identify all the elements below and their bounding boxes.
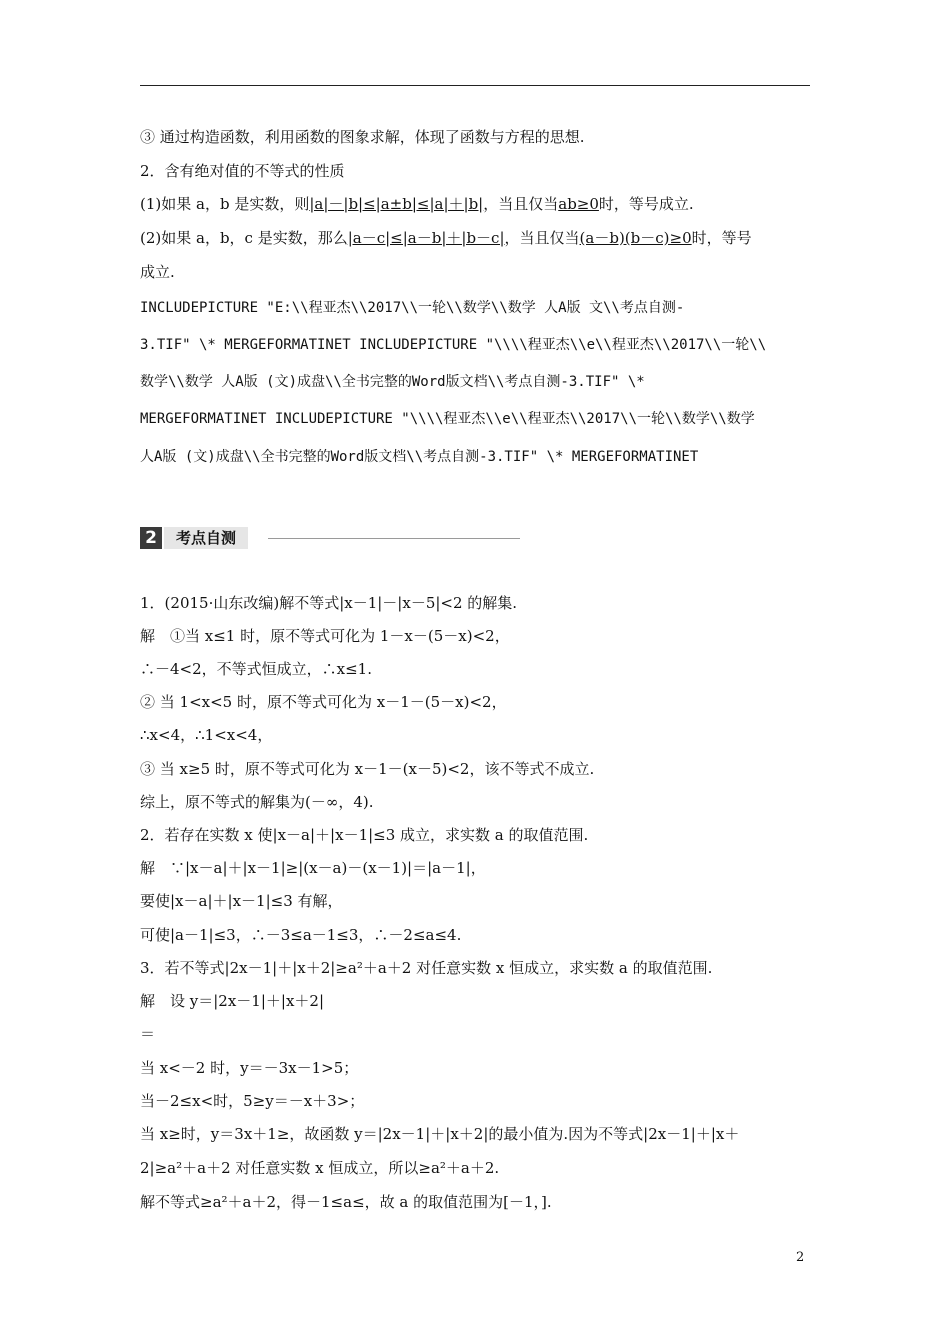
problem-line: 解不等式≥a²＋a＋2，得－1≤a≤，故 a 的取值范围为[－1，]. (140, 1193, 552, 1211)
property-1-pre: (1)如果 a，b 是实数，则 (140, 195, 310, 213)
problem-line: 3．若不等式|2x－1|＋|x＋2|≥a²＋a＋2 对任意实数 x 恒成立，求实数 a 的取值范围. (140, 959, 713, 977)
problem-line: ∴－4<2，不等式恒成立，∴x≤1. (140, 660, 372, 678)
property-heading: 2．含有绝对值的不等式的性质 (140, 162, 345, 180)
property-2-formula: |a－c|≤|a－b|＋|b－c| (347, 229, 505, 247)
page-number: 2 (796, 1250, 805, 1265)
property-1-mid: ，当且仅当 (483, 195, 559, 213)
property-1 (140, 194, 694, 214)
problem-line: ＝ (140, 1025, 156, 1043)
problem-line: 1．(2015·山东改编)解不等式|x－1|－|x－5|<2 的解集. (140, 594, 518, 612)
section-header (140, 527, 520, 549)
field-code-line: 数学\\数学 人A版 (文)成盘\\全书完整的Word版文档\\考点自测-3.TIF" \* (140, 374, 645, 390)
property-2-pre: (2)如果 a，b，c 是实数，那么 (140, 229, 348, 247)
problem-line: 要使|x－a|＋|x－1|≤3 有解， (140, 892, 343, 910)
problem-line: 当 x≥时，y＝3x＋1≥，故函数 y＝|2x－1|＋|x＋2|的最小值为.因为不等式|2x－1|＋|x＋ (140, 1125, 740, 1143)
problem-line: 当－2≤x<时，5≥y＝－x＋3>； (140, 1092, 365, 1110)
problem-line: 2．若存在实数 x 使|x－a|＋|x－1|≤3 成立，求实数 a 的取值范围. (140, 826, 589, 844)
problem-line: 当 x<－2 时，y＝－3x－1>5； (140, 1059, 359, 1077)
property-1-condition: ab≥0 (558, 195, 599, 213)
field-code-line: 人A版 (文)成盘\\全书完整的Word版文档\\考点自测-3.TIF" \* MERGEFORMATINET (140, 449, 699, 465)
property-1-formula: |a|－|b|≤|a±b|≤|a|＋|b| (309, 195, 484, 213)
section-number: 2 (140, 527, 162, 549)
problem-line: 解 设 y＝|2x－1|＋|x＋2| (140, 992, 325, 1010)
problem-line: ② 当 1<x<5 时，原不等式可化为 x－1－(5－x)<2， (140, 693, 507, 711)
section-title: 考点自测 (164, 527, 248, 549)
problem-line: 2|≥a²＋a＋2 对任意实数 x 恒成立，所以≥a²＋a＋2. (140, 1159, 500, 1177)
method-3-text: ③ 通过构造函数，利用函数的图象求解，体现了函数与方程的思想. (140, 128, 585, 146)
field-code-line: 3.TIF" \* MERGEFORMATINET INCLUDEPICTURE "\\\\程亚杰\\e\\程亚杰\\2017\\一轮\\ (140, 337, 767, 353)
property-2-post: 时，等号 (691, 229, 752, 247)
section-rule (268, 538, 520, 539)
header-rule (140, 85, 810, 86)
property-2-mid: ，当且仅当 (504, 229, 580, 247)
property-2-continued: 成立. (140, 263, 175, 281)
property-2 (140, 228, 752, 248)
problem-line: 解 ①当 x≤1 时，原不等式可化为 1－x－(5－x)<2， (140, 627, 510, 645)
problem-line: 可使|a－1|≤3，∴－3≤a－1≤3，∴－2≤a≤4. (140, 926, 462, 944)
problem-line: 综上，原不等式的解集为(－∞，4). (140, 793, 374, 811)
problem-line: 解 ∵|x－a|＋|x－1|≥|(x－a)－(x－1)|＝|a－1|， (140, 859, 486, 877)
property-1-post: 时，等号成立. (598, 195, 694, 213)
field-code-line: INCLUDEPICTURE "E:\\程亚杰\\2017\\一轮\\数学\\数学 人A版 文\\考点自测- (140, 300, 685, 316)
property-2-condition: (a－b)(b－c)≥0 (579, 229, 692, 247)
problem-line: ③ 当 x≥5 时，原不等式可化为 x－1－(x－5)<2，该不等式不成立. (140, 760, 595, 778)
field-code-line: MERGEFORMATINET INCLUDEPICTURE "\\\\程亚杰\\e\\程亚杰\\2017\\一轮\\数学\\数学 (140, 411, 755, 427)
problem-line: ∴x<4，∴1<x<4， (140, 726, 273, 744)
